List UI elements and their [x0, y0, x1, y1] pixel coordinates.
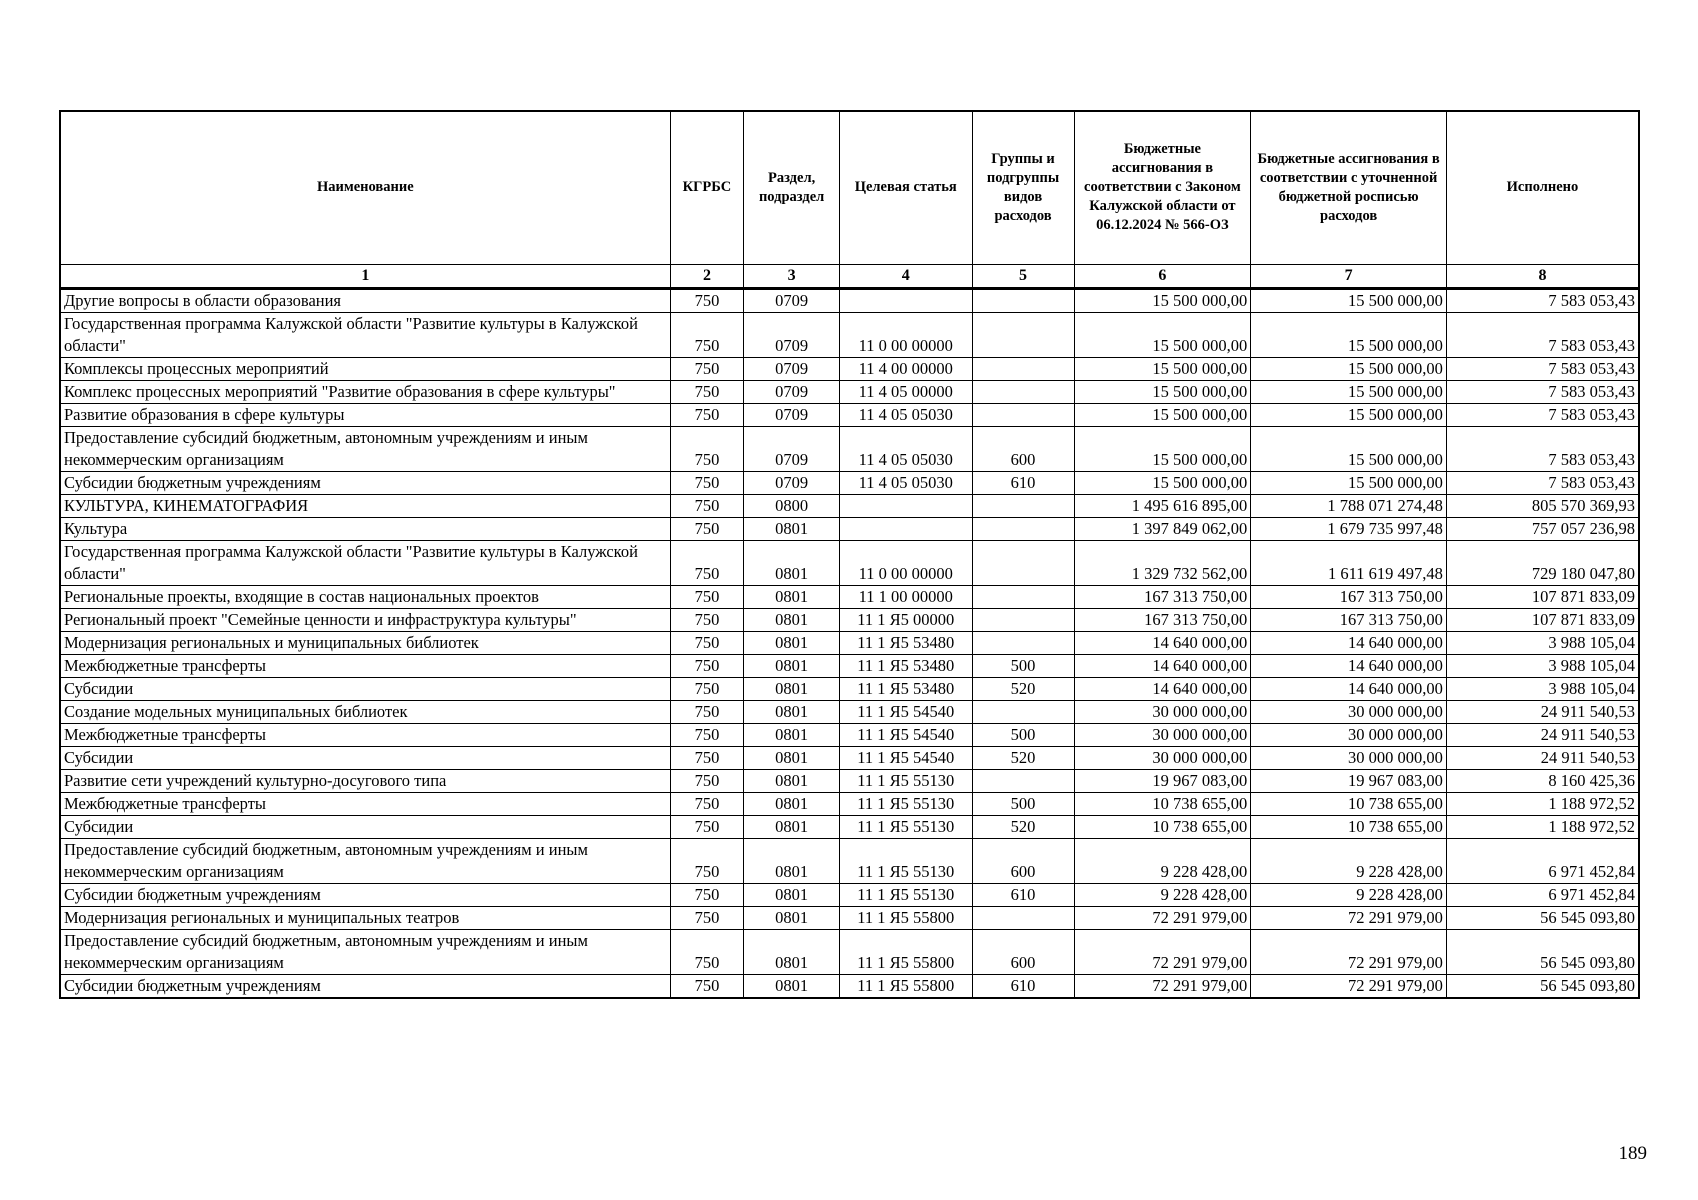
cell-name: Субсидии — [60, 677, 670, 700]
cell-section: 0709 — [744, 288, 840, 312]
cell-target-article: 11 1 00 00000 — [839, 585, 972, 608]
cell-kgrbs: 750 — [670, 608, 744, 631]
table-row — [60, 380, 1639, 403]
cell-refined-allocation: 72 291 979,00 — [1251, 906, 1447, 929]
cell-name: Субсидии бюджетным учреждениям — [60, 974, 670, 998]
cell-refined-allocation: 72 291 979,00 — [1251, 929, 1447, 974]
header-row — [60, 111, 1639, 264]
table-row — [60, 769, 1639, 792]
cell-expense-group — [972, 494, 1074, 517]
cell-section: 0709 — [744, 380, 840, 403]
column-number-row — [60, 264, 1639, 288]
cell-kgrbs: 750 — [670, 403, 744, 426]
cell-target-article: 11 4 05 00000 — [839, 380, 972, 403]
cell-executed: 7 583 053,43 — [1446, 403, 1639, 426]
table-row — [60, 746, 1639, 769]
cell-executed: 24 911 540,53 — [1446, 700, 1639, 723]
cell-target-article: 11 1 Я5 55130 — [839, 883, 972, 906]
cell-expense-group — [972, 403, 1074, 426]
cell-refined-allocation: 15 500 000,00 — [1251, 471, 1447, 494]
cell-expense-group — [972, 631, 1074, 654]
cell-refined-allocation: 1 788 071 274,48 — [1251, 494, 1447, 517]
cell-kgrbs: 750 — [670, 677, 744, 700]
cell-law-allocation: 72 291 979,00 — [1074, 974, 1251, 998]
cell-section: 0800 — [744, 494, 840, 517]
cell-executed: 7 583 053,43 — [1446, 288, 1639, 312]
cell-law-allocation: 1 397 849 062,00 — [1074, 517, 1251, 540]
cell-executed: 24 911 540,53 — [1446, 723, 1639, 746]
cell-target-article: 11 1 Я5 55130 — [839, 792, 972, 815]
table-row — [60, 838, 1639, 883]
cell-name: Модернизация региональных и муниципальных библиотек — [60, 631, 670, 654]
cell-executed: 6 971 452,84 — [1446, 838, 1639, 883]
column-number: 2 — [670, 264, 744, 288]
cell-executed: 1 188 972,52 — [1446, 792, 1639, 815]
table-row — [60, 585, 1639, 608]
cell-expense-group: 610 — [972, 883, 1074, 906]
cell-section: 0801 — [744, 700, 840, 723]
table-row — [60, 677, 1639, 700]
cell-law-allocation: 15 500 000,00 — [1074, 357, 1251, 380]
cell-refined-allocation: 15 500 000,00 — [1251, 357, 1447, 380]
cell-section: 0801 — [744, 540, 840, 585]
table-row — [60, 906, 1639, 929]
cell-executed: 7 583 053,43 — [1446, 380, 1639, 403]
cell-law-allocation: 10 738 655,00 — [1074, 792, 1251, 815]
cell-target-article: 11 1 Я5 55130 — [839, 838, 972, 883]
cell-name: Субсидии бюджетным учреждениям — [60, 883, 670, 906]
cell-name: Предоставление субсидий бюджетным, автономным учреждениям и иным некоммерческим организациям — [60, 426, 670, 471]
cell-executed: 3 988 105,04 — [1446, 654, 1639, 677]
cell-target-article: 11 4 05 05030 — [839, 403, 972, 426]
cell-law-allocation: 15 500 000,00 — [1074, 471, 1251, 494]
cell-expense-group — [972, 585, 1074, 608]
cell-section: 0801 — [744, 929, 840, 974]
cell-name: Субсидии — [60, 746, 670, 769]
cell-expense-group — [972, 312, 1074, 357]
cell-section: 0801 — [744, 746, 840, 769]
cell-kgrbs: 750 — [670, 838, 744, 883]
header-expense-groups: Группы и подгруппы видов расходов — [972, 111, 1074, 264]
cell-law-allocation: 1 495 616 895,00 — [1074, 494, 1251, 517]
cell-refined-allocation: 72 291 979,00 — [1251, 974, 1447, 998]
cell-kgrbs: 750 — [670, 883, 744, 906]
cell-kgrbs: 750 — [670, 380, 744, 403]
cell-kgrbs: 750 — [670, 494, 744, 517]
cell-target-article: 11 1 Я5 55130 — [839, 769, 972, 792]
cell-expense-group: 610 — [972, 471, 1074, 494]
cell-executed: 7 583 053,43 — [1446, 312, 1639, 357]
cell-expense-group — [972, 700, 1074, 723]
cell-kgrbs: 750 — [670, 746, 744, 769]
cell-name: Предоставление субсидий бюджетным, автономным учреждениям и иным некоммерческим организациям — [60, 929, 670, 974]
cell-kgrbs: 750 — [670, 700, 744, 723]
cell-kgrbs: 750 — [670, 631, 744, 654]
cell-target-article: 11 1 Я5 53480 — [839, 631, 972, 654]
cell-law-allocation: 72 291 979,00 — [1074, 906, 1251, 929]
cell-law-allocation: 9 228 428,00 — [1074, 883, 1251, 906]
cell-refined-allocation: 14 640 000,00 — [1251, 654, 1447, 677]
cell-executed: 6 971 452,84 — [1446, 883, 1639, 906]
cell-refined-allocation: 1 679 735 997,48 — [1251, 517, 1447, 540]
cell-name: Комплекс процессных мероприятий "Развитие образования в сфере культуры" — [60, 380, 670, 403]
cell-target-article: 11 1 Я5 54540 — [839, 700, 972, 723]
cell-law-allocation: 30 000 000,00 — [1074, 700, 1251, 723]
table-row — [60, 517, 1639, 540]
cell-target-article: 11 1 Я5 54540 — [839, 723, 972, 746]
cell-expense-group — [972, 288, 1074, 312]
cell-refined-allocation: 19 967 083,00 — [1251, 769, 1447, 792]
header-refined-allocations: Бюджетные ассигнования в соответствии с уточненной бюджетной росписью расходов — [1251, 111, 1447, 264]
cell-section: 0801 — [744, 654, 840, 677]
cell-section: 0801 — [744, 974, 840, 998]
cell-section: 0801 — [744, 906, 840, 929]
table-row — [60, 357, 1639, 380]
cell-target-article — [839, 517, 972, 540]
cell-executed: 56 545 093,80 — [1446, 974, 1639, 998]
cell-name: Государственная программа Калужской области "Развитие культуры в Калужской области" — [60, 312, 670, 357]
cell-executed: 3 988 105,04 — [1446, 631, 1639, 654]
cell-executed: 7 583 053,43 — [1446, 357, 1639, 380]
cell-kgrbs: 750 — [670, 654, 744, 677]
cell-law-allocation: 167 313 750,00 — [1074, 585, 1251, 608]
cell-expense-group — [972, 357, 1074, 380]
cell-executed: 107 871 833,09 — [1446, 585, 1639, 608]
cell-executed: 107 871 833,09 — [1446, 608, 1639, 631]
cell-kgrbs: 750 — [670, 426, 744, 471]
cell-name: Межбюджетные трансферты — [60, 792, 670, 815]
table-row — [60, 631, 1639, 654]
cell-law-allocation: 10 738 655,00 — [1074, 815, 1251, 838]
cell-section: 0801 — [744, 815, 840, 838]
cell-refined-allocation: 14 640 000,00 — [1251, 631, 1447, 654]
cell-name: Субсидии бюджетным учреждениям — [60, 471, 670, 494]
cell-section: 0801 — [744, 769, 840, 792]
cell-expense-group: 520 — [972, 746, 1074, 769]
cell-target-article: 11 1 Я5 00000 — [839, 608, 972, 631]
cell-law-allocation: 14 640 000,00 — [1074, 677, 1251, 700]
cell-law-allocation: 15 500 000,00 — [1074, 380, 1251, 403]
table-row — [60, 883, 1639, 906]
table-row — [60, 929, 1639, 974]
cell-expense-group: 600 — [972, 929, 1074, 974]
cell-refined-allocation: 167 313 750,00 — [1251, 585, 1447, 608]
cell-refined-allocation: 30 000 000,00 — [1251, 723, 1447, 746]
cell-target-article: 11 1 Я5 55800 — [839, 929, 972, 974]
cell-target-article: 11 4 05 05030 — [839, 471, 972, 494]
table-row — [60, 471, 1639, 494]
cell-expense-group: 600 — [972, 838, 1074, 883]
page-number: 189 — [1618, 1143, 1647, 1164]
cell-refined-allocation: 15 500 000,00 — [1251, 380, 1447, 403]
table-row — [60, 792, 1639, 815]
budget-table — [59, 110, 1640, 999]
table-body — [60, 288, 1639, 998]
cell-law-allocation: 15 500 000,00 — [1074, 426, 1251, 471]
cell-section: 0709 — [744, 471, 840, 494]
cell-expense-group — [972, 608, 1074, 631]
table-row — [60, 494, 1639, 517]
cell-expense-group — [972, 769, 1074, 792]
cell-refined-allocation: 30 000 000,00 — [1251, 700, 1447, 723]
cell-refined-allocation: 30 000 000,00 — [1251, 746, 1447, 769]
cell-section: 0801 — [744, 677, 840, 700]
column-number: 1 — [60, 264, 670, 288]
cell-target-article — [839, 494, 972, 517]
header-target-article: Целевая статья — [839, 111, 972, 264]
cell-name: Предоставление субсидий бюджетным, автономным учреждениям и иным некоммерческим организациям — [60, 838, 670, 883]
table-row — [60, 312, 1639, 357]
cell-law-allocation: 9 228 428,00 — [1074, 838, 1251, 883]
cell-expense-group — [972, 540, 1074, 585]
header-executed: Исполнено — [1446, 111, 1639, 264]
cell-executed: 56 545 093,80 — [1446, 906, 1639, 929]
cell-section: 0801 — [744, 838, 840, 883]
header-name: Наименование — [60, 111, 670, 264]
cell-kgrbs: 750 — [670, 357, 744, 380]
table-row — [60, 540, 1639, 585]
table-row — [60, 700, 1639, 723]
cell-section: 0801 — [744, 585, 840, 608]
cell-expense-group: 500 — [972, 723, 1074, 746]
cell-law-allocation: 15 500 000,00 — [1074, 288, 1251, 312]
cell-law-allocation: 167 313 750,00 — [1074, 608, 1251, 631]
cell-section: 0801 — [744, 608, 840, 631]
cell-expense-group — [972, 517, 1074, 540]
cell-name: Региональные проекты, входящие в состав национальных проектов — [60, 585, 670, 608]
cell-law-allocation: 14 640 000,00 — [1074, 631, 1251, 654]
cell-name: Развитие сети учреждений культурно-досугового типа — [60, 769, 670, 792]
cell-name: Культура — [60, 517, 670, 540]
cell-expense-group: 610 — [972, 974, 1074, 998]
cell-refined-allocation: 14 640 000,00 — [1251, 677, 1447, 700]
table-row — [60, 654, 1639, 677]
cell-kgrbs: 750 — [670, 723, 744, 746]
column-number: 4 — [839, 264, 972, 288]
header-kgrbs: КГРБС — [670, 111, 744, 264]
cell-executed: 7 583 053,43 — [1446, 471, 1639, 494]
cell-law-allocation: 30 000 000,00 — [1074, 746, 1251, 769]
cell-target-article: 11 1 Я5 55130 — [839, 815, 972, 838]
cell-section: 0709 — [744, 426, 840, 471]
cell-kgrbs: 750 — [670, 471, 744, 494]
cell-name: Комплексы процессных мероприятий — [60, 357, 670, 380]
cell-law-allocation: 19 967 083,00 — [1074, 769, 1251, 792]
cell-name: Другие вопросы в области образования — [60, 288, 670, 312]
cell-section: 0801 — [744, 883, 840, 906]
cell-name: Межбюджетные трансферты — [60, 723, 670, 746]
cell-refined-allocation: 9 228 428,00 — [1251, 838, 1447, 883]
cell-refined-allocation: 1 611 619 497,48 — [1251, 540, 1447, 585]
column-number: 3 — [744, 264, 840, 288]
cell-section: 0709 — [744, 312, 840, 357]
cell-target-article: 11 4 00 00000 — [839, 357, 972, 380]
cell-kgrbs: 750 — [670, 288, 744, 312]
cell-expense-group: 500 — [972, 792, 1074, 815]
cell-executed: 805 570 369,93 — [1446, 494, 1639, 517]
cell-law-allocation: 15 500 000,00 — [1074, 312, 1251, 357]
column-number: 7 — [1251, 264, 1447, 288]
cell-expense-group — [972, 380, 1074, 403]
cell-kgrbs: 750 — [670, 517, 744, 540]
cell-law-allocation: 14 640 000,00 — [1074, 654, 1251, 677]
cell-target-article: 11 1 Я5 53480 — [839, 654, 972, 677]
cell-expense-group: 520 — [972, 815, 1074, 838]
cell-executed: 757 057 236,98 — [1446, 517, 1639, 540]
cell-refined-allocation: 15 500 000,00 — [1251, 426, 1447, 471]
cell-name: Межбюджетные трансферты — [60, 654, 670, 677]
cell-kgrbs: 750 — [670, 929, 744, 974]
cell-target-article: 11 0 00 00000 — [839, 540, 972, 585]
cell-target-article: 11 4 05 05030 — [839, 426, 972, 471]
cell-name: Региональный проект "Семейные ценности и инфраструктура культуры" — [60, 608, 670, 631]
cell-section: 0709 — [744, 357, 840, 380]
table-row — [60, 426, 1639, 471]
cell-name: Государственная программа Калужской области "Развитие культуры в Калужской области" — [60, 540, 670, 585]
header-section: Раздел, подраздел — [744, 111, 840, 264]
cell-target-article: 11 1 Я5 54540 — [839, 746, 972, 769]
table-row — [60, 288, 1639, 312]
cell-refined-allocation: 10 738 655,00 — [1251, 792, 1447, 815]
cell-kgrbs: 750 — [670, 769, 744, 792]
cell-section: 0801 — [744, 631, 840, 654]
cell-target-article: 11 1 Я5 55800 — [839, 974, 972, 998]
table-row — [60, 403, 1639, 426]
cell-kgrbs: 750 — [670, 792, 744, 815]
cell-kgrbs: 750 — [670, 585, 744, 608]
cell-refined-allocation: 167 313 750,00 — [1251, 608, 1447, 631]
cell-section: 0801 — [744, 792, 840, 815]
cell-refined-allocation: 15 500 000,00 — [1251, 288, 1447, 312]
cell-executed: 24 911 540,53 — [1446, 746, 1639, 769]
table-row — [60, 608, 1639, 631]
cell-section: 0709 — [744, 403, 840, 426]
cell-executed: 1 188 972,52 — [1446, 815, 1639, 838]
cell-law-allocation: 1 329 732 562,00 — [1074, 540, 1251, 585]
cell-executed: 56 545 093,80 — [1446, 929, 1639, 974]
cell-name: Развитие образования в сфере культуры — [60, 403, 670, 426]
cell-section: 0801 — [744, 517, 840, 540]
cell-section: 0801 — [744, 723, 840, 746]
cell-target-article — [839, 288, 972, 312]
cell-name: Субсидии — [60, 815, 670, 838]
cell-refined-allocation: 9 228 428,00 — [1251, 883, 1447, 906]
cell-refined-allocation: 15 500 000,00 — [1251, 403, 1447, 426]
column-number: 6 — [1074, 264, 1251, 288]
cell-expense-group — [972, 906, 1074, 929]
column-number: 5 — [972, 264, 1074, 288]
cell-target-article: 11 1 Я5 55800 — [839, 906, 972, 929]
table-row — [60, 723, 1639, 746]
table-row — [60, 815, 1639, 838]
cell-law-allocation: 30 000 000,00 — [1074, 723, 1251, 746]
cell-name: Модернизация региональных и муниципальных театров — [60, 906, 670, 929]
cell-kgrbs: 750 — [670, 540, 744, 585]
cell-expense-group: 520 — [972, 677, 1074, 700]
cell-refined-allocation: 15 500 000,00 — [1251, 312, 1447, 357]
table-row — [60, 974, 1639, 998]
cell-name: Создание модельных муниципальных библиотек — [60, 700, 670, 723]
cell-target-article: 11 0 00 00000 — [839, 312, 972, 357]
header-law-allocations: Бюджетные ассигнования в соответствии с Законом Калужской области от 06.12.2024 № 566-ОЗ — [1074, 111, 1251, 264]
cell-kgrbs: 750 — [670, 906, 744, 929]
cell-refined-allocation: 10 738 655,00 — [1251, 815, 1447, 838]
cell-executed: 7 583 053,43 — [1446, 426, 1639, 471]
cell-executed: 8 160 425,36 — [1446, 769, 1639, 792]
cell-law-allocation: 72 291 979,00 — [1074, 929, 1251, 974]
cell-kgrbs: 750 — [670, 815, 744, 838]
cell-kgrbs: 750 — [670, 974, 744, 998]
cell-kgrbs: 750 — [670, 312, 744, 357]
cell-expense-group: 600 — [972, 426, 1074, 471]
cell-executed: 729 180 047,80 — [1446, 540, 1639, 585]
cell-law-allocation: 15 500 000,00 — [1074, 403, 1251, 426]
cell-executed: 3 988 105,04 — [1446, 677, 1639, 700]
cell-name: КУЛЬТУРА, КИНЕМАТОГРАФИЯ — [60, 494, 670, 517]
cell-expense-group: 500 — [972, 654, 1074, 677]
column-number: 8 — [1446, 264, 1639, 288]
cell-target-article: 11 1 Я5 53480 — [839, 677, 972, 700]
